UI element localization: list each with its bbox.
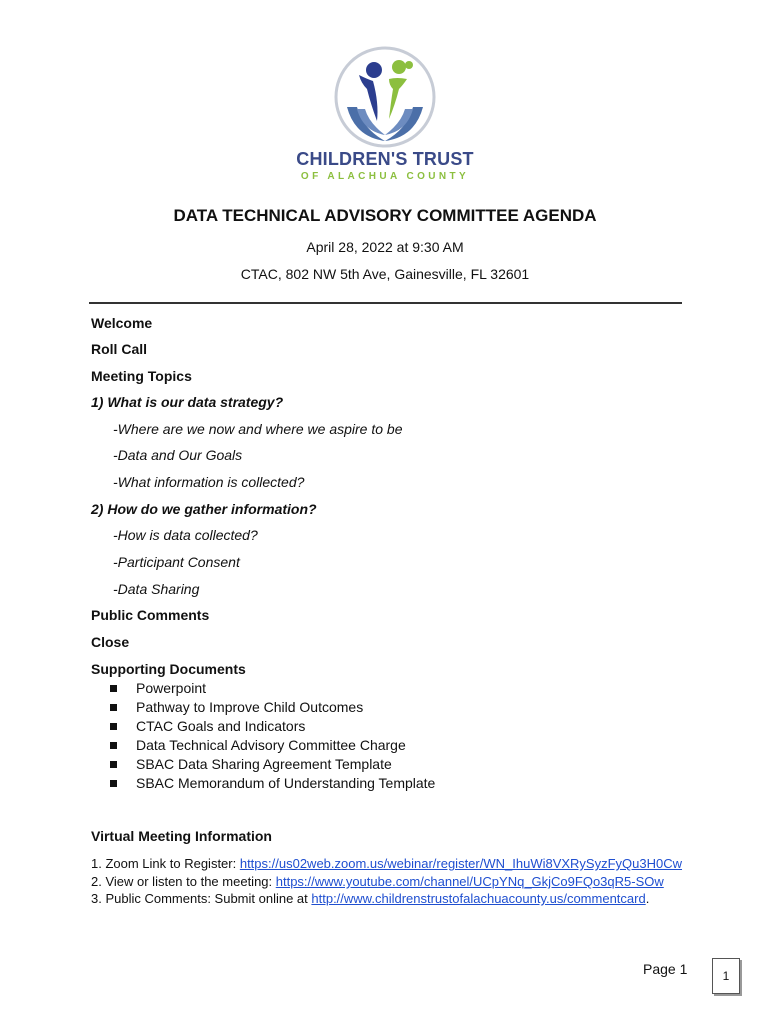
topic-2-item: -Data Sharing: [113, 581, 200, 597]
virtual-line-comments: 3. Public Comments: Submit online at http://www.childrenstrustofalachuacounty.us/commentcard.: [91, 891, 650, 906]
bullet-icon: [110, 723, 117, 730]
zoom-register-link[interactable]: https://us02web.zoom.us/webinar/register/WN_IhuWi8VXRySyzFyQu3H0Cw: [239, 856, 683, 871]
agenda-close: Close: [91, 634, 130, 650]
logo-name: CHILDREN'S TRUST: [296, 149, 474, 169]
bullet-icon: [110, 742, 117, 749]
bullet-icon: [110, 780, 117, 787]
list-item[interactable]: Powerpoint: [110, 679, 435, 698]
logo-subtitle: OF ALACHUA COUNTY: [300, 171, 470, 182]
agenda-welcome: Welcome: [91, 315, 153, 331]
page-label: Page 1: [643, 961, 688, 977]
supporting-documents-heading: Supporting Documents: [91, 661, 246, 677]
organization-logo: [290, 45, 480, 195]
topic-1-item: -Data and Our Goals: [113, 447, 243, 463]
topic-2-item: -Participant Consent: [113, 554, 240, 570]
list-item[interactable]: Pathway to Improve Child Outcomes: [110, 698, 435, 717]
list-item[interactable]: Data Technical Advisory Committee Charge: [110, 736, 435, 755]
virtual-line-zoom: 1. Zoom Link to Register: https://us02web.zoom.us/webinar/register/WN_IhuWi8VXRySyzFyQu3H0Cw: [91, 856, 683, 871]
topic-1-item: -Where are we now and where we aspire to be: [113, 421, 403, 437]
logo-mark-icon: [333, 45, 437, 149]
virtual-meeting-heading: Virtual Meeting Information: [91, 828, 272, 844]
header-divider: [89, 302, 682, 304]
topic-2-heading: 2) How do we gather information?: [91, 501, 317, 517]
meeting-date: April 28, 2022 at 9:30 AM: [306, 239, 464, 255]
list-item[interactable]: CTAC Goals and Indicators: [110, 717, 435, 736]
topic-1-item: -What information is collected?: [113, 474, 305, 490]
virtual-line-youtube: 2. View or listen to the meeting: https://www.youtube.com/channel/UCpYNq_GkjCo9FQo3qR5-SOw: [91, 874, 664, 889]
agenda-public-comments: Public Comments: [91, 607, 210, 623]
agenda-meeting-topics: Meeting Topics: [91, 368, 192, 384]
comment-card-link[interactable]: http://www.childrenstrustofalachuacounty.us/commentcard: [311, 891, 646, 906]
bullet-icon: [110, 761, 117, 768]
page-number-box: 1: [712, 958, 740, 994]
topic-2-item: -How is data collected?: [113, 527, 258, 543]
bullet-icon: [110, 685, 117, 692]
meeting-location: CTAC, 802 NW 5th Ave, Gainesville, FL 32601: [240, 266, 530, 282]
supporting-documents-list: [110, 679, 435, 793]
list-item[interactable]: SBAC Data Sharing Agreement Template: [110, 755, 435, 774]
youtube-channel-link[interactable]: https://www.youtube.com/channel/UCpYNq_GkjCo9FQo3qR5-SOw: [275, 874, 664, 889]
list-item[interactable]: SBAC Memorandum of Understanding Template: [110, 774, 435, 793]
bullet-icon: [110, 704, 117, 711]
document-title: DATA TECHNICAL ADVISORY COMMITTEE AGENDA: [173, 206, 597, 225]
topic-1-heading: 1) What is our data strategy?: [91, 394, 284, 410]
agenda-roll-call: Roll Call: [91, 341, 148, 357]
